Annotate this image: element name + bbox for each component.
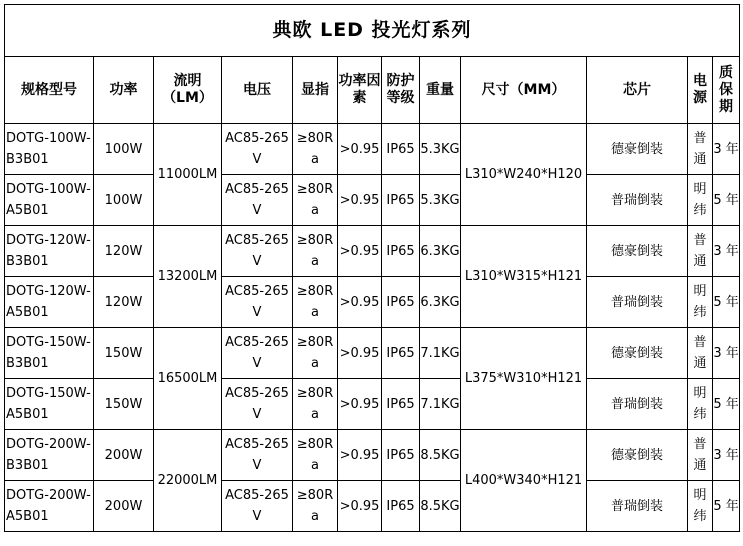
power-factor-cell: >0.95	[338, 379, 382, 430]
cri-cell: ≥80Ra	[293, 226, 338, 277]
voltage-cell: AC85-265V	[222, 226, 293, 277]
power-cell: 150W	[94, 379, 154, 430]
warranty-cell: 3 年	[713, 124, 740, 175]
power-factor-cell: >0.95	[338, 124, 382, 175]
voltage-cell: AC85-265V	[222, 175, 293, 226]
driver-cell: 普通	[688, 328, 713, 379]
voltage-cell: AC85-265V	[222, 481, 293, 532]
chip-cell: 德豪倒装	[587, 430, 688, 481]
voltage-cell: AC85-265V	[222, 430, 293, 481]
spec-sheet	[4, 4, 739, 542]
weight-cell: 5.3KG	[420, 175, 461, 226]
ip-rating-cell: IP65	[382, 430, 420, 481]
power-factor-cell: >0.95	[338, 277, 382, 328]
warranty-cell: 3 年	[713, 226, 740, 277]
warranty-cell: 5 年	[713, 481, 740, 532]
header-power: 功率	[94, 57, 154, 124]
ip-rating-cell: IP65	[382, 379, 420, 430]
weight-cell: 6.3KG	[420, 226, 461, 277]
spec-table	[4, 4, 740, 532]
weight-cell: 7.1KG	[420, 328, 461, 379]
table-row	[5, 277, 740, 328]
power-cell: 200W	[94, 481, 154, 532]
driver-cell: 普通	[688, 430, 713, 481]
header-driver: 电源	[688, 57, 713, 124]
model-cell: DOTG-120W-A5B01	[5, 277, 94, 328]
header-row	[5, 57, 740, 124]
ip-rating-cell: IP65	[382, 226, 420, 277]
table-row	[5, 328, 740, 379]
warranty-cell: 5 年	[713, 175, 740, 226]
flux-cell: 22000LM	[154, 430, 222, 532]
table-row	[5, 430, 740, 481]
model-cell: DOTG-120W-B3B01	[5, 226, 94, 277]
chip-cell: 普瑞倒装	[587, 481, 688, 532]
cri-cell: ≥80Ra	[293, 175, 338, 226]
header-model: 规格型号	[5, 57, 94, 124]
driver-cell: 普通	[688, 226, 713, 277]
header-chip: 芯片	[587, 57, 688, 124]
cri-cell: ≥80Ra	[293, 481, 338, 532]
header-weight: 重量	[420, 57, 461, 124]
flux-cell: 13200LM	[154, 226, 222, 328]
ip-rating-cell: IP65	[382, 124, 420, 175]
flux-cell: 16500LM	[154, 328, 222, 430]
cri-cell: ≥80Ra	[293, 124, 338, 175]
chip-cell: 德豪倒装	[587, 328, 688, 379]
power-cell: 120W	[94, 277, 154, 328]
power-factor-cell: >0.95	[338, 328, 382, 379]
table-row	[5, 175, 740, 226]
power-factor-cell: >0.95	[338, 430, 382, 481]
chip-cell: 德豪倒装	[587, 124, 688, 175]
table-row	[5, 481, 740, 532]
weight-cell: 8.5KG	[420, 481, 461, 532]
driver-cell: 明纬	[688, 277, 713, 328]
driver-cell: 明纬	[688, 175, 713, 226]
weight-cell: 6.3KG	[420, 277, 461, 328]
model-cell: DOTG-100W-A5B01	[5, 175, 94, 226]
table-row	[5, 379, 740, 430]
header-size: 尺寸（MM）	[461, 57, 587, 124]
driver-cell: 明纬	[688, 481, 713, 532]
model-cell: DOTG-100W-B3B01	[5, 124, 94, 175]
ip-rating-cell: IP65	[382, 277, 420, 328]
table-row	[5, 226, 740, 277]
ip-rating-cell: IP65	[382, 175, 420, 226]
chip-cell: 普瑞倒装	[587, 175, 688, 226]
size-cell: L400*W340*H121	[461, 430, 587, 532]
voltage-cell: AC85-265V	[222, 277, 293, 328]
power-factor-cell: >0.95	[338, 226, 382, 277]
weight-cell: 5.3KG	[420, 124, 461, 175]
warranty-cell: 5 年	[713, 277, 740, 328]
warranty-cell: 5 年	[713, 379, 740, 430]
ip-rating-cell: IP65	[382, 328, 420, 379]
power-factor-cell: >0.95	[338, 175, 382, 226]
cri-cell: ≥80Ra	[293, 379, 338, 430]
power-factor-cell: >0.95	[338, 481, 382, 532]
cri-cell: ≥80Ra	[293, 277, 338, 328]
table-row	[5, 124, 740, 175]
power-cell: 150W	[94, 328, 154, 379]
model-cell: DOTG-150W-A5B01	[5, 379, 94, 430]
power-cell: 120W	[94, 226, 154, 277]
voltage-cell: AC85-265V	[222, 124, 293, 175]
power-cell: 100W	[94, 175, 154, 226]
size-cell: L310*W315*H121	[461, 226, 587, 328]
header-voltage: 电压	[222, 57, 293, 124]
header-warranty: 质保期	[713, 57, 740, 124]
voltage-cell: AC85-265V	[222, 328, 293, 379]
header-power-factor: 功率因素	[338, 57, 382, 124]
ip-rating-cell: IP65	[382, 481, 420, 532]
cri-cell: ≥80Ra	[293, 328, 338, 379]
chip-cell: 普瑞倒装	[587, 277, 688, 328]
header-flux: 流明（LM）	[154, 57, 222, 124]
voltage-cell: AC85-265V	[222, 379, 293, 430]
weight-cell: 7.1KG	[420, 379, 461, 430]
weight-cell: 8.5KG	[420, 430, 461, 481]
size-cell: L310*W240*H120	[461, 124, 587, 226]
model-cell: DOTG-200W-A5B01	[5, 481, 94, 532]
power-cell: 100W	[94, 124, 154, 175]
cri-cell: ≥80Ra	[293, 430, 338, 481]
header-cri: 显指	[293, 57, 338, 124]
warranty-cell: 3 年	[713, 328, 740, 379]
warranty-cell: 3 年	[713, 430, 740, 481]
table-title: 典欧 LED 投光灯系列	[5, 5, 740, 57]
flux-cell: 11000LM	[154, 124, 222, 226]
model-cell: DOTG-200W-B3B01	[5, 430, 94, 481]
chip-cell: 德豪倒装	[587, 226, 688, 277]
model-cell: DOTG-150W-B3B01	[5, 328, 94, 379]
header-ip-rating: 防护等级	[382, 57, 420, 124]
chip-cell: 普瑞倒装	[587, 379, 688, 430]
driver-cell: 明纬	[688, 379, 713, 430]
power-cell: 200W	[94, 430, 154, 481]
size-cell: L375*W310*H121	[461, 328, 587, 430]
driver-cell: 普通	[688, 124, 713, 175]
